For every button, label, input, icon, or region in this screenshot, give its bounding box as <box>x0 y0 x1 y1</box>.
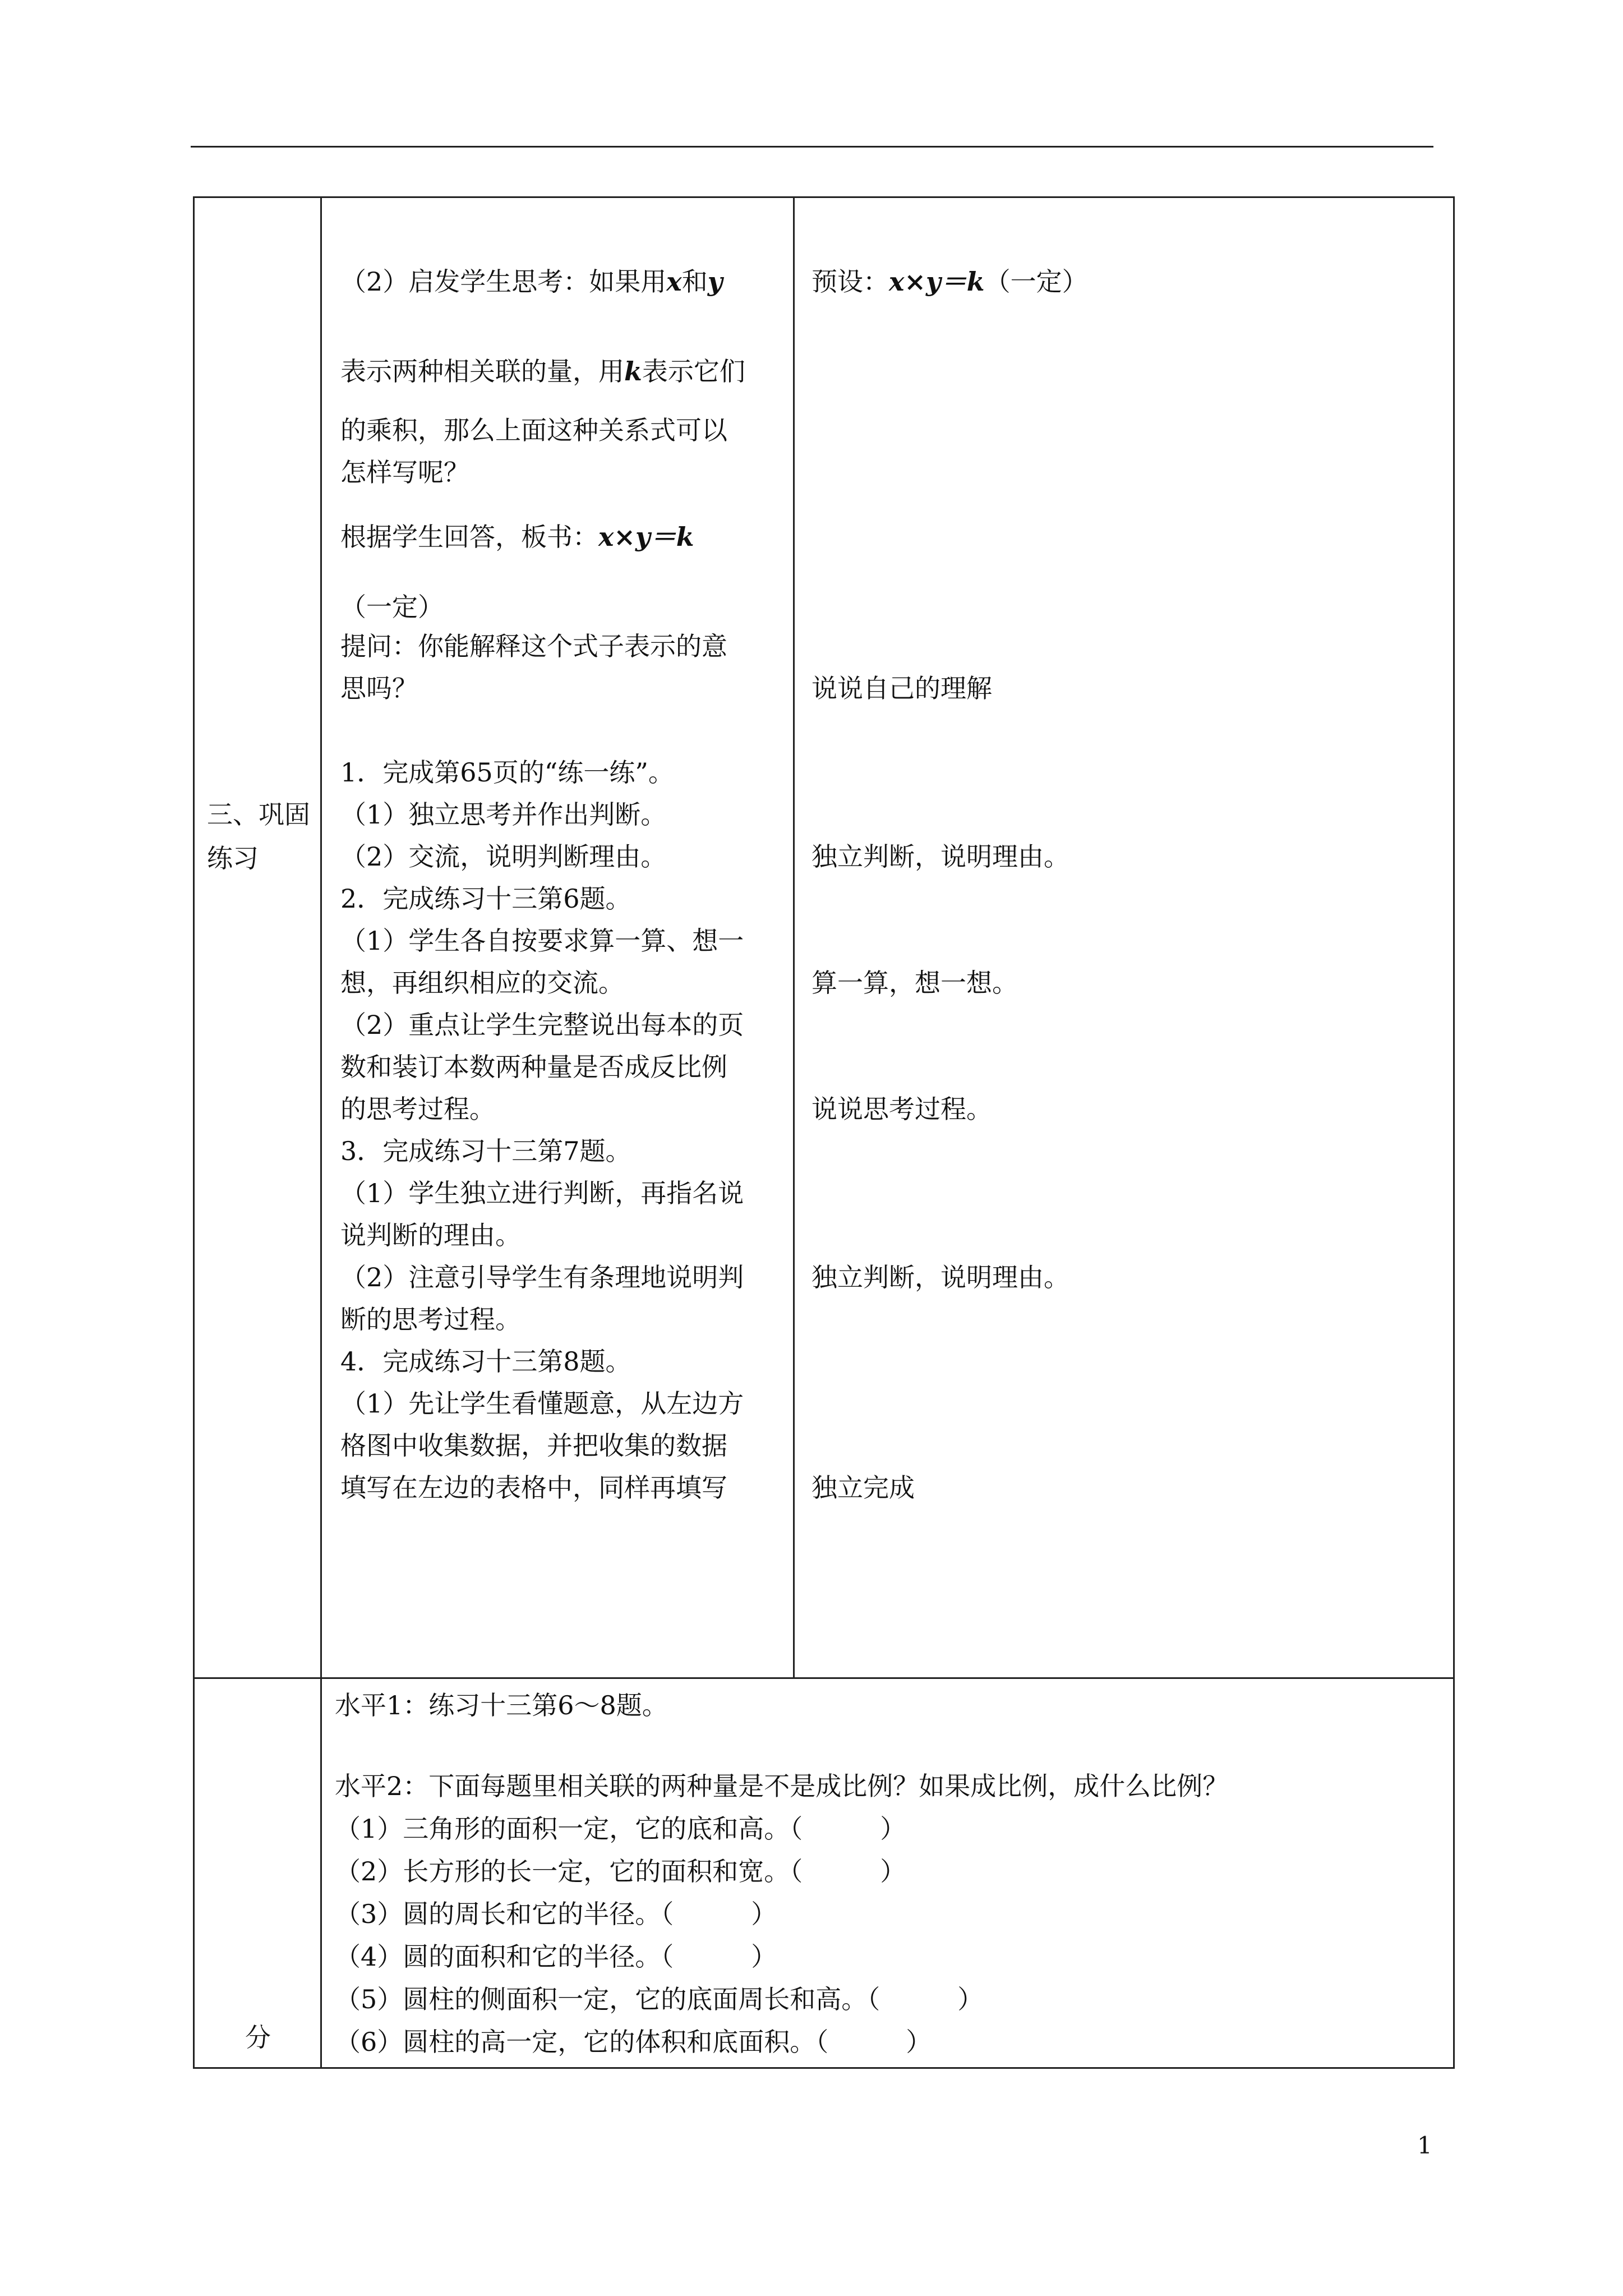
right-line-6: 独立判断，说明理由。 <box>811 1262 1069 1292</box>
lesson-table <box>193 196 1455 1679</box>
exercise-table <box>193 1679 1455 2069</box>
middle-line-2: 表示两种相关联的量，用k表示它们 <box>340 356 745 386</box>
middle-line-3: 的乘积，那么上面这种关系式可以 <box>340 415 727 445</box>
middle-line-17: 的思考过程。 <box>340 1094 495 1124</box>
middle-line-21: （2）注意引导学生有条理地说明判 <box>340 1262 744 1292</box>
middle-line-12: 2．完成练习十三第6题。 <box>340 884 631 914</box>
middle-line-16: 数和装订本数两种量是否成反比例 <box>340 1052 727 1082</box>
middle-line-24: （1）先让学生看懂题意，从左边方 <box>340 1388 744 1419</box>
exercise-line-7: （5）圆柱的侧面积一定，它的底面周长和高。（ ） <box>335 1984 984 2014</box>
middle-line-25: 格图中收集数据，并把收集的数据 <box>340 1430 727 1461</box>
column-divider-1 <box>320 198 322 1677</box>
section-label: 三、巩固练习 <box>207 799 310 873</box>
exercise-line-3: （1）三角形的面积一定，它的底和高。（ ） <box>335 1814 906 1844</box>
right-line-1: 预设：x×y＝k（一定） <box>811 266 1088 297</box>
column-divider-2 <box>793 198 795 1677</box>
right-line-2: 说说自己的理解 <box>811 673 992 703</box>
middle-line-11: （2）交流，说明判断理由。 <box>340 841 667 872</box>
exercise-line-5: （3）圆的周长和它的半径。（ ） <box>335 1899 777 1929</box>
header-rule <box>191 146 1433 148</box>
exercise-line-8: （6）圆柱的高一定，它的体积和底面积。（ ） <box>335 2027 932 2057</box>
right-line-3: 独立判断，说明理由。 <box>811 841 1069 872</box>
middle-line-18: 3．完成练习十三第7题。 <box>340 1136 631 1166</box>
middle-line-6: （一定） <box>340 592 444 622</box>
middle-line-23: 4．完成练习十三第8题。 <box>340 1346 631 1377</box>
middle-line-14: 想，再组织相应的交流。 <box>340 968 624 998</box>
middle-line-20: 说判断的理由。 <box>340 1220 521 1250</box>
middle-line-26: 填写在左边的表格中，同样再填写 <box>340 1473 727 1503</box>
middle-line-4: 怎样写呢？ <box>340 457 469 487</box>
column-divider-3 <box>320 1679 322 2067</box>
middle-line-8: 思吗？ <box>340 673 418 703</box>
middle-line-7: 提问：你能解释这个式子表示的意 <box>340 631 727 661</box>
middle-line-9: 1．完成第65页的“练一练”。 <box>340 757 674 788</box>
middle-line-1: （2）启发学生思考：如果用x和y <box>340 266 723 297</box>
middle-line-15: （2）重点让学生完整说出每本的页 <box>340 1010 744 1040</box>
right-line-4: 算一算，想一想。 <box>811 968 1018 998</box>
middle-line-13: （1）学生各自按要求算一算、想一 <box>340 926 744 956</box>
right-line-5: 说说思考过程。 <box>811 1094 992 1124</box>
page-number: 1 <box>1417 2132 1432 2159</box>
middle-line-19: （1）学生独立进行判断，再指名说 <box>340 1178 744 1208</box>
middle-line-22: 断的思考过程。 <box>340 1304 521 1335</box>
middle-line-10: （1）独立思考并作出判断。 <box>340 799 667 830</box>
right-line-7: 独立完成 <box>811 1473 915 1503</box>
exercise-line-1: 水平1：练习十三第6～8题。 <box>335 1690 668 1720</box>
middle-line-5: 根据学生回答，板书：x×y＝k <box>340 522 694 552</box>
section-label-2: 分 <box>245 2022 271 2053</box>
exercise-line-6: （4）圆的面积和它的半径。（ ） <box>335 1941 777 1972</box>
exercise-line-4: （2）长方形的长一定，它的面积和宽。（ ） <box>335 1856 906 1887</box>
exercise-line-2: 水平2：下面每题里相关联的两种量是不是成比例？如果成比例，成什么比例？ <box>335 1771 1229 1801</box>
